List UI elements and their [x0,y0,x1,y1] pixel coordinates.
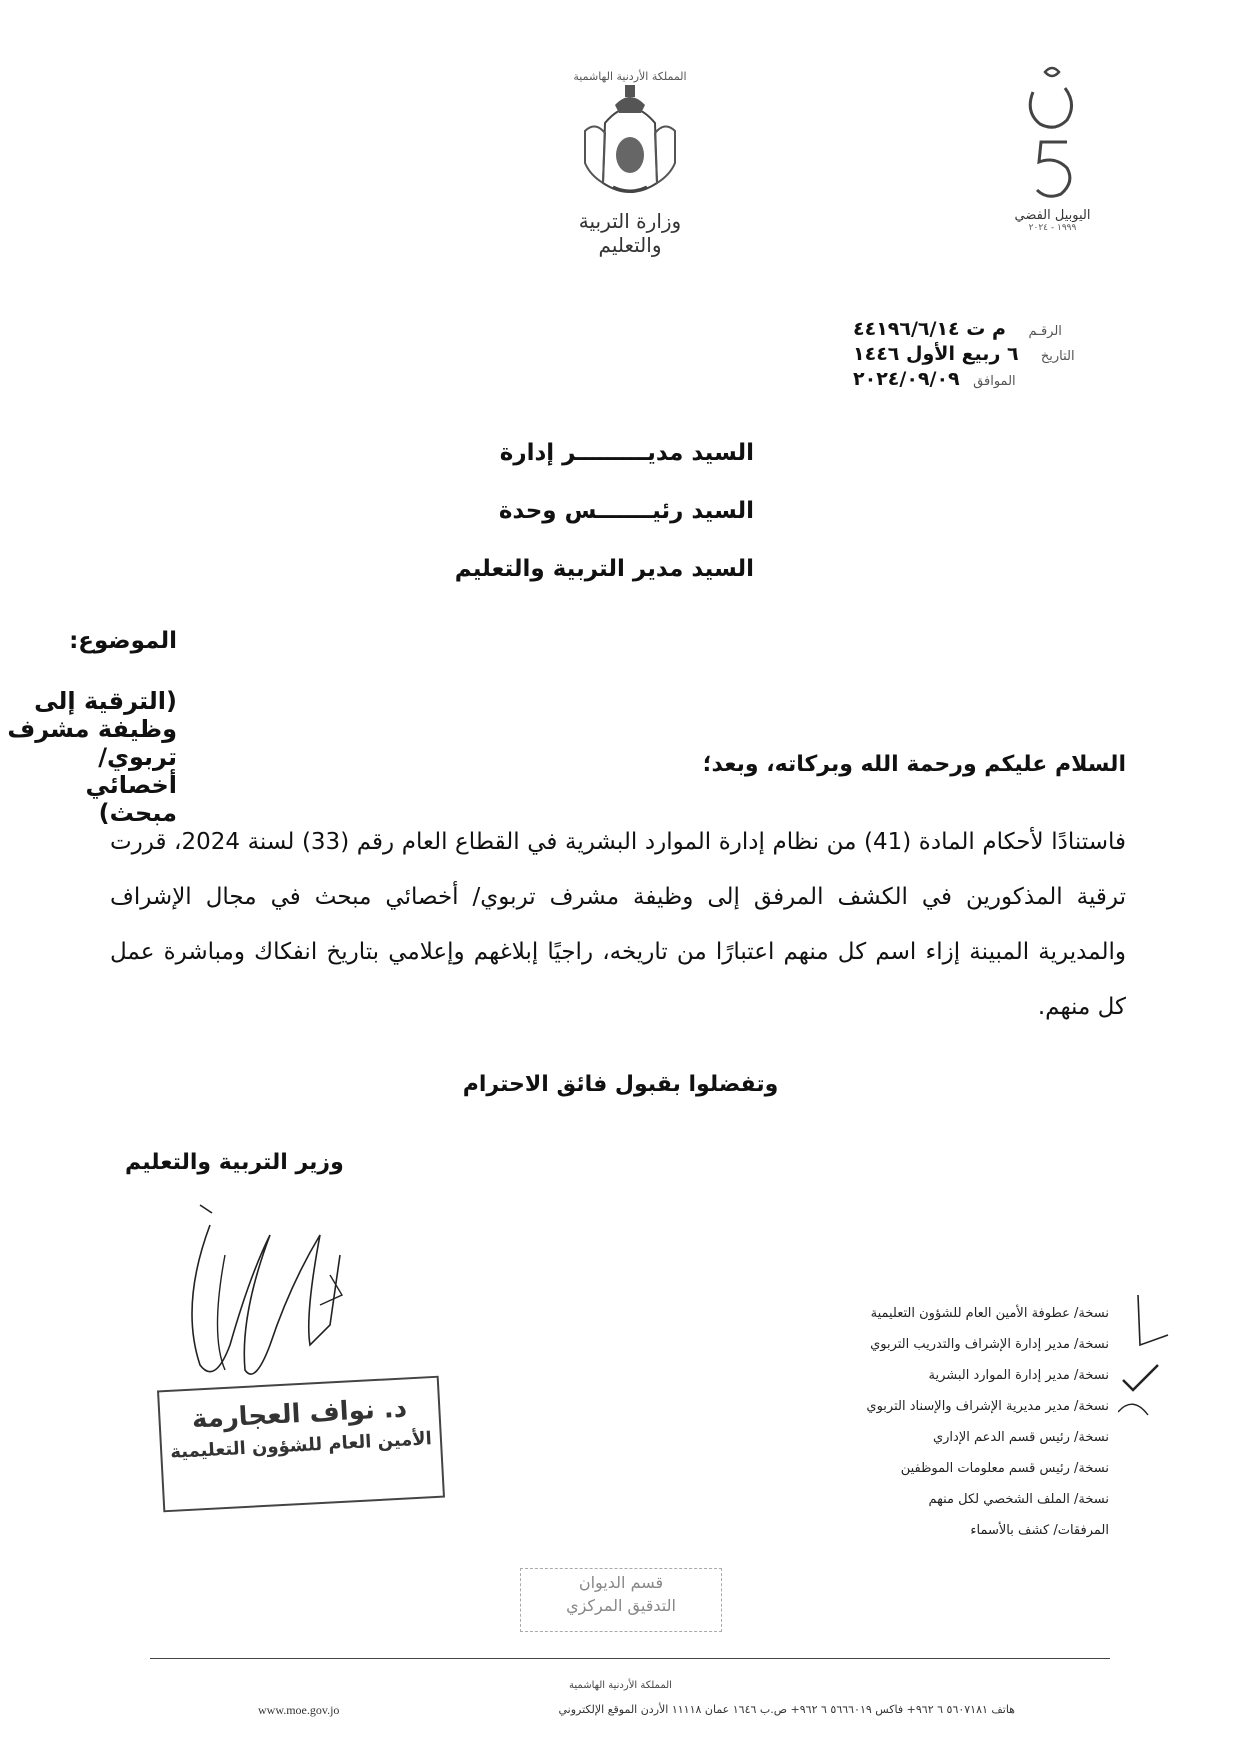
ministry-emblem [545,70,715,257]
subject-label: الموضوع: [69,628,177,654]
copy-item: نسخة/ مدير إدارة الموارد البشرية [928,1368,1109,1383]
gregorian-date: ٢٠٢٤/٠٩/٠٩ [853,368,960,390]
copy-item: نسخة/ الملف الشخصي لكل منهم [928,1492,1109,1507]
reference-number-label: الرقـم [1028,324,1062,339]
jubilee-years: ١٩٩٩ - ٢٠٢٤ [1028,223,1077,233]
stamp-name: د. نواف العجارمة [191,1393,408,1435]
addressee-line: السيد رئيـــــــس وحدة [498,498,754,524]
reference-date-row [853,343,1153,368]
stamp-title: الأمين العام للشؤون التعليمية [169,1428,433,1463]
reference-block [853,318,1153,393]
greeting: السلام عليكم ورحمة الله وبركاته، وبعد؛ [702,752,1126,777]
copy-item: نسخة/ رئيس قسم الدعم الإداري [932,1430,1109,1445]
footer-kingdom: المملكة الأردنية الهاشمية [569,1680,672,1691]
letter-body: فاستنادًا لأحكام المادة (41) من نظام إدارة الموارد البشرية في القطاع العام رقم (33) لسنة 2024، قررت ترقية المذكورين في الكشف المرفق إلى وظيفة مشرف تربوي/ أخصائي مبحث في مجال الإشراف والمديرية المبينة إزاء اسم كل منهم اعتبارًا من تاريخه، راجيًا إبلاغهم وإعلامي بتاريخ انفكاك ومباشرة عمل كل منهم. [110,829,1127,1020]
addressee-line: السيد مديـــــــــر إدارة [499,440,754,466]
footer-website-link[interactable]: www.moe.gov.jo [258,1703,340,1717]
name-stamp [157,1376,445,1513]
footer-contact: هاتف ٥٦٠٧١٨١ ٦ ٩٦٢+ فاكس ٥٦٦٦٠١٩ ٦ ٩٦٢+ ص.ب ١٦٤٦ عمان ١١١١٨ الأردن الموقع الإلكتروني [558,1703,1015,1716]
registry-stamp-line2: التدقيق المركزي [566,1596,676,1615]
gregorian-date-label: الموافق [973,374,1016,389]
registry-stamp [520,1568,722,1632]
subject-title: (الترقية إلى وظيفة مشرف تربوي/ أخصائي مبحث) [7,687,177,827]
hijri-date: ٦ ربيع الأول ١٤٤٦ [853,343,1019,365]
registry-stamp-line1: قسم الديوان [578,1573,664,1592]
copy-item: نسخة/ مدير إدارة الإشراف والتدريب التربوي [870,1337,1109,1352]
copy-item: نسخة/ مدير مديرية الإشراف والإسناد التربوي [866,1399,1109,1414]
reference-date-label: التاريخ [1040,349,1075,364]
copy-item: نسخة/ رئيس قسم معلومات الموظفين [900,1461,1109,1476]
jubilee-logo [1005,62,1100,233]
ministry-name: وزارة التربية والتعليم [578,209,682,257]
copy-item: نسخة/ عطوفة الأمين العام للشؤون التعليمية [870,1306,1109,1321]
coat-of-arms-icon [545,83,715,203]
footer-divider [150,1658,1110,1659]
addressee-line: السيد مدير التربية والتعليم [454,556,754,582]
reference-number: م ت ٤٤١٩٦/٦/١٤ [853,318,1006,340]
attachments-item: المرفقات/ كشف بالأسماء [970,1523,1109,1538]
closing-line: وتفضلوا بقبول فائق الاحترام [462,1072,779,1097]
emblem-top-text: المملكة الأردنية الهاشمية [573,70,687,83]
handwritten-marks [1118,1290,1178,1420]
handwritten-signature [170,1195,370,1385]
jubilee-text: اليوبيل الفضي [1014,208,1091,223]
reference-number-row [853,318,1153,343]
silver-jubilee-icon [1005,62,1100,202]
copies-list [689,1298,1109,1546]
signer-title: وزير التربية والتعليم [125,1150,344,1175]
reference-gregorian-row [853,368,1153,393]
